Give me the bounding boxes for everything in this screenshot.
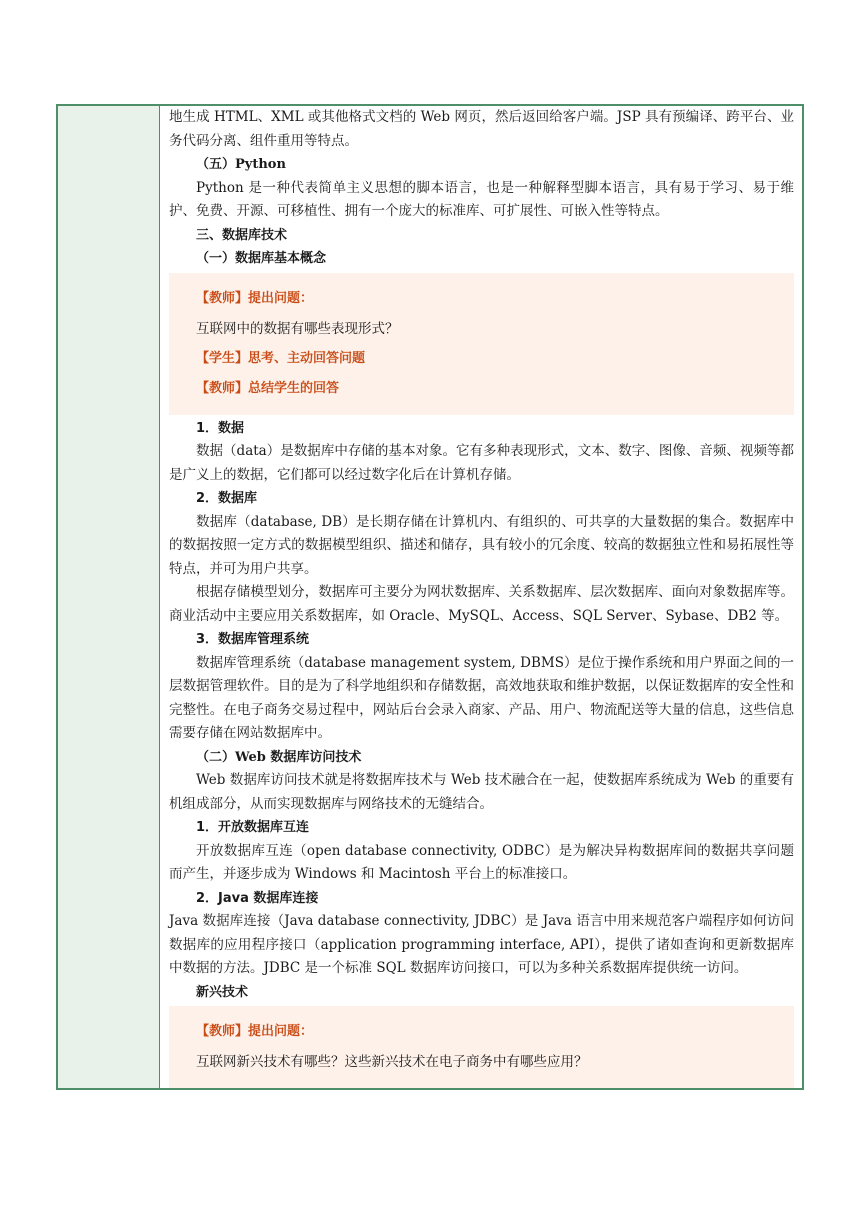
- paragraph-jdbc: Java 数据库连接（Java database connectivity, JDBC）是 Java 语言中用来规范客户端程序如何访问数据库的应用程序接口（application programming interface, API），提供了诸如查询和更新数据库中数据的方法。JDBC 是一个标准 SQL 数据库访问接口，可以为多种关系数据库提供统一访问。: [169, 913, 794, 976]
- lesson-table: [56, 104, 804, 1090]
- teacher-question-box-2: [169, 1006, 794, 1088]
- paragraph-web-db-access: Web 数据库访问技术就是将数据库技术与 Web 技术融合在一起，使数据库系统成为 Web 的重要有机组成部分，从而实现数据库与网络技术的无缝结合。: [169, 772, 794, 812]
- teacher-question-box-1: [169, 273, 794, 415]
- heading-python: （五）Python: [196, 157, 286, 172]
- heading-database: 2．数据库: [196, 491, 258, 506]
- teacher-ask-label-2: 【教师】提出问题：: [196, 1024, 314, 1039]
- heading-web-db-access: （二）Web 数据库访问技术: [196, 749, 362, 765]
- paragraph-database: 数据库（database, DB）是长期存储在计算机内、有组织的、可共享的大量数据的集合。数据库中的数据按照一定方式的数据模型组织、描述和储存，具有较小的冗余度、较高的数据独立性和易拓展性等特点，并可为用户共享。: [169, 513, 794, 577]
- teacher-question-text: 互联网中的数据有哪些表现形式？: [196, 320, 399, 337]
- heading-dbms: 3．数据库管理系统: [196, 632, 310, 647]
- heading-jdbc: 2．Java 数据库连接: [196, 890, 319, 906]
- paragraph-data: 数据（data）是数据库中存储的基本对象。它有多种表现形式，文本、数字、图像、音频、视频等都是广义上的数据，它们都可以经过数字化后在计算机存储。: [169, 443, 794, 483]
- heading-odbc: 1．开放数据库互连: [196, 820, 310, 835]
- teacher-ask-label: 【教师】提出问题：: [196, 290, 314, 306]
- teacher-question-text-2: 互联网新兴技术有哪些？这些新兴技术在电子商务中有哪些应用？: [196, 1054, 588, 1070]
- heading-database-basics: （一）数据库基本概念: [196, 251, 327, 266]
- heading-new-technology: 新兴技术: [196, 984, 249, 1000]
- table-content-cell: [160, 106, 802, 1088]
- paragraph-dbms: 数据库管理系统（database management system, DBMS）是位于操作系统和用户界面之间的一层数据管理软件。目的是为了科学地组织和存储数据，高效地获取和维护数据，以保证数据库的安全性和完整性。在电子商务交易过程中，网站后台会录入商家、产品、用户、物流配送等大量的信息，这些信息需要存储在网站数据库中。: [169, 654, 794, 741]
- paragraph-odbc: 开放数据库互连（open database connectivity, ODBC）是为解决异构数据库间的数据共享问题而产生，并逐步成为 Windows 和 Macintosh 平台上的标准接口。: [169, 842, 794, 882]
- student-answer-label: 【学生】思考、主动回答问题: [196, 350, 366, 366]
- paragraph-python: Python 是一种代表简单主义思想的脚本语言，也是一种解释型脚本语言，具有易于学习、易于维护、免费、开源、可移植性、拥有一个庞大的标准库、可扩展性、可嵌入性等特点。: [169, 179, 794, 219]
- heading-data: 1．数据: [196, 420, 245, 436]
- heading-database-technology: 三、数据库技术: [196, 227, 288, 243]
- table-left-column: [58, 106, 160, 1088]
- paragraph-jsp-end: 地生成 HTML、XML 或其他格式文档的 Web 网页，然后返回给客户端。JSP 具有预编译、跨平台、业务代码分离、组件重用等特点。: [169, 109, 794, 149]
- paragraph-database-types: 根据存储模型划分，数据库可主要分为网状数据库、关系数据库、层次数据库、面向对象数据库等。商业活动中主要应用关系数据库，如 Oracle、MySQL、Access、SQL Server、Sybase、DB2 等。: [169, 584, 794, 624]
- teacher-summary-label: 【教师】总结学生的回答: [196, 380, 340, 396]
